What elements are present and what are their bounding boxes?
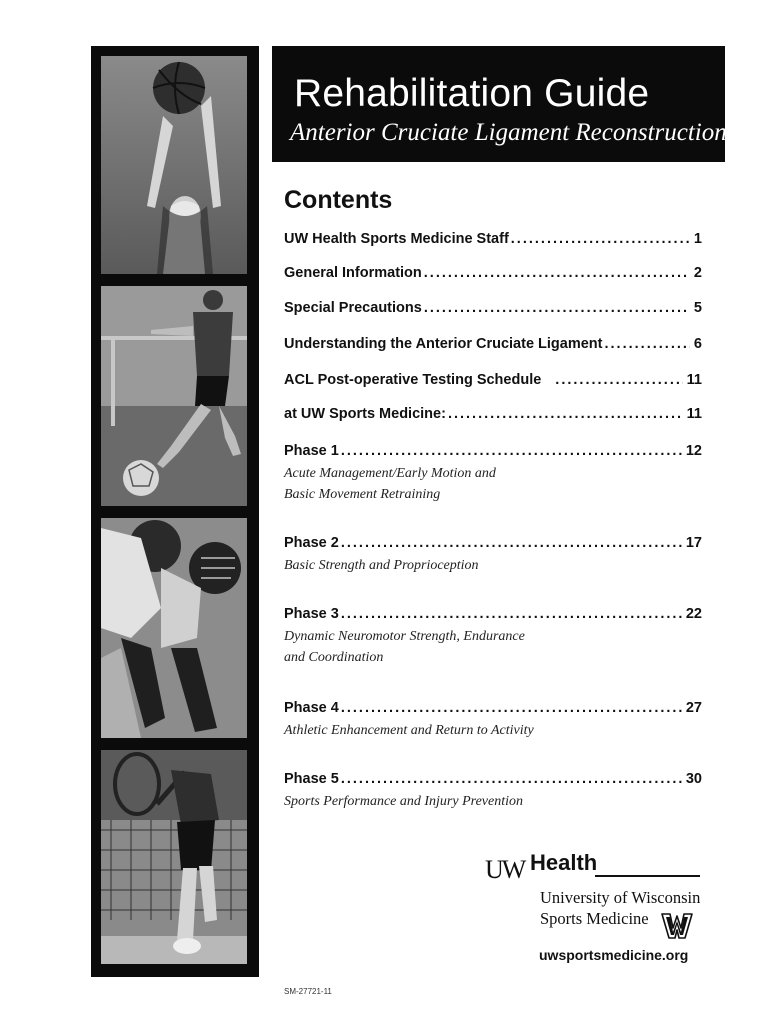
page-subtitle: Anterior Cruciate Ligament Reconstruction (290, 119, 727, 146)
toc-label: Phase 2 (284, 535, 339, 551)
football-players-photo (101, 518, 247, 738)
toc-page-number: 5 (693, 300, 702, 316)
basketball-player-photo (101, 56, 247, 274)
tennis-player-photo (101, 750, 247, 964)
toc-subtitle-line: Basic Movement Retraining (284, 487, 441, 502)
toc-entry-special-precautions[interactable] (284, 300, 702, 320)
toc-label: Special Precautions (284, 300, 422, 316)
toc-subtitle-line: Athletic Enhancement and Return to Activity (284, 723, 534, 738)
toc-entry-staff[interactable] (284, 231, 702, 251)
toc-page-number: 30 (685, 771, 702, 787)
toc-page-number: 22 (685, 606, 702, 622)
uw-health-logo (485, 850, 715, 970)
toc-page-number: 11 (686, 372, 702, 388)
document-number: SM-27721-11 (284, 987, 332, 996)
toc-entry-uw-sports-medicine[interactable] (284, 406, 702, 426)
toc-entry-phase-4[interactable] (284, 700, 702, 741)
toc-subtitle-line: Dynamic Neuromotor Strength, Endurance (284, 629, 525, 644)
toc-subtitle-line: and Coordination (284, 650, 384, 665)
toc-label: Phase 5 (284, 771, 339, 787)
toc-entry-phase-1[interactable] (284, 443, 702, 505)
toc-page-number: 12 (685, 443, 702, 459)
toc-entry-phase-5[interactable] (284, 771, 702, 812)
toc-label: General Information (284, 265, 422, 281)
toc-subtitle-line: Acute Management/Early Motion and (284, 466, 496, 481)
page-title: Rehabilitation Guide (294, 72, 650, 115)
toc-page-number: 1 (693, 231, 702, 247)
toc-label: Phase 3 (284, 606, 339, 622)
title-band (272, 46, 725, 162)
toc-page-number: 11 (686, 406, 702, 422)
toc-page-number: 17 (685, 535, 702, 551)
toc-entry-phase-2[interactable] (284, 535, 702, 576)
toc-subtitle-line: Sports Performance and Injury Prevention (284, 794, 523, 809)
toc-label: at UW Sports Medicine: (284, 406, 446, 422)
toc-page-number: 2 (693, 265, 702, 281)
contents-heading: Contents (284, 186, 393, 214)
toc-label: ACL Post-operative Testing Schedule (284, 372, 542, 388)
logo-health-text: Health (530, 850, 598, 875)
toc-page-number: 27 (685, 700, 702, 716)
toc-label: Phase 1 (284, 443, 339, 459)
motion-w-icon (660, 910, 694, 940)
toc-entry-phase-3[interactable] (284, 606, 702, 668)
website-url[interactable]: uwsportsmedicine.org (539, 947, 689, 963)
logo-uw-text: UW (485, 855, 525, 884)
logo-sports-medicine-text: Sports Medicine (540, 909, 649, 928)
toc-entry-testing-schedule[interactable] (284, 372, 702, 392)
logo-university-text: University of Wisconsin (540, 888, 701, 907)
toc-label: UW Health Sports Medicine Staff (284, 231, 509, 247)
logo-rule (595, 875, 700, 877)
toc-entry-understanding-acl[interactable] (284, 336, 702, 356)
toc-label: Understanding the Anterior Cruciate Ligament (284, 336, 603, 352)
soccer-player-photo (101, 286, 247, 506)
photo-filmstrip (91, 46, 259, 977)
toc-label: Phase 4 (284, 700, 339, 716)
toc-page-number: 6 (693, 336, 702, 352)
toc-subtitle-line: Basic Strength and Proprioception (284, 558, 479, 573)
toc-entry-general-information[interactable] (284, 265, 702, 285)
